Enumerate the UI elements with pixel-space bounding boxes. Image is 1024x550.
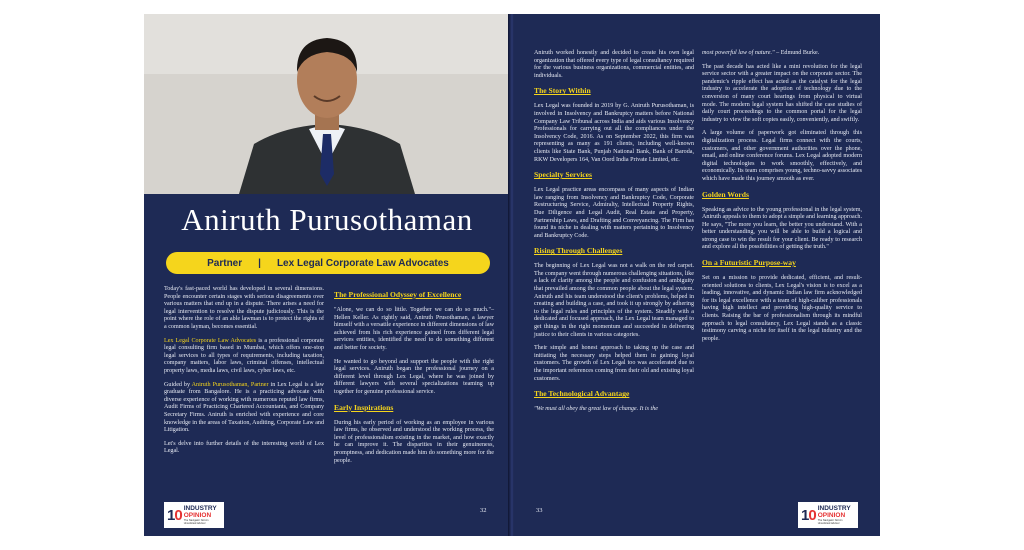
intro-paragraph-3-text: in Lex Legal is a law graduate from Bangalore. He is a practicing advocate with diverse experience of working with numerous reputed law firms, Audit Firms of Practicing Chartered Accountants, and Company Secretary Firms. Aniruth is enriched with experience and core knowledge in the areas of Taxation, Auditing, Corporate Law and Litigation. — [164, 381, 324, 434]
left-page — [144, 14, 510, 536]
rising-paragraph-1: The beginning of Lex Legal was not a walk on the red carpet. The company went through numerous challenging situations, like a lack of clarity among the people and confusion and ambiguity that prevailed among the common people about the legal system. Aniruth and his team understood the client's problems, helped in creating and building a case, and took it up strongly by adhering to the legal rules and principles of the system. Steadily with a dedicated and focused approach, the Lex Legal team managed to get things in the right momentum and succeeded in delivering justice to their clients in various categories. — [534, 263, 694, 338]
intro-paragraph-3 — [164, 382, 324, 435]
right-page — [514, 14, 880, 536]
logo-mark: 10 — [167, 506, 182, 524]
logo-line-2: OPINION — [183, 512, 212, 519]
story-paragraph-1: Lex Legal was founded in 2019 by G. Aniruth Purusothaman, is involved in Insolvency and Bankruptcy matters before National Company Law Tribunal across India and aids various Insolvency Professionals for carrying out all the compliances under the Insolvency Code, 2016. As on September 2022, this firm was representing as many as 191 clients, including well-known clients like State Bank, Punjab National Bank, Bank of Baroda, RKW Developers 164, Van Oord India Private Limited, etc. — [534, 103, 694, 163]
logo-tagline: The Navigator Not An Unsolicited Advisor — [817, 519, 843, 525]
heading-specialty-services: Specialty Services — [534, 170, 592, 180]
quote-text: most powerful law of nature." — [702, 50, 775, 56]
portrait-illustration — [144, 14, 510, 194]
heading-early-inspirations: Early Inspirations — [334, 402, 394, 412]
logo-tagline: The Navigator Not An Unsolicited Advisor — [183, 519, 209, 525]
quote-author: – Edmund Burke. — [774, 50, 820, 56]
early-paragraph-1: During his early period of working as an employee in various law firms, he observed and understood the working process, the level of professionalism existing in the market, and how exactly he can improve it. The disparities in their genuineness, promptness, and dedication made him do something more for the people. — [334, 419, 494, 464]
heading-story-within: The Story Within — [534, 86, 591, 96]
intro-paragraph-3-lead: Guided by — [164, 381, 192, 388]
left-column-1 — [164, 286, 324, 462]
heading-technological-advantage: The Technological Advantage — [534, 389, 630, 399]
intro-paragraph-1: Today's fast-paced world has developed in several dimensions. People encounter certain stages with serious disagreements over various matters that end up in a dispute. There arises a need for legal intervention to resolve the dispute judiciously. This is the point where the role of an able lawman is to protect the rights of a common layman, becomes essential. — [164, 286, 324, 330]
odyssey-paragraph-2: He wanted to go beyond and support the people with the right legal services. Aniruth began the professional journey on a different level through Lex Legal, where he was joined by different lawyers with several specializations teaming up together for genuine professional service. — [334, 358, 494, 395]
page-number-right: 33 — [536, 507, 543, 514]
golden-paragraph-1: Speaking as advice to the young professional in the legal system, Aniruth appeals to them to adopt a simple and learning approach. He says, "The more you learn, the better you understand. With a better understanding, you will be able to build a logical and strong case to win the result for your client. Be ready to research and explore all the possibilities of getting the truth." — [702, 206, 862, 251]
rising-paragraph-2: Their simple and honest approach to taking up the case and initiating the necessary steps helped them in gaining loyal customers. The growth of Lex Legal too was accelerated due to the important references coming from their old and existing loyal customers. — [534, 345, 694, 382]
logo-line-1: INDUSTRY — [817, 505, 851, 512]
tech-paragraph-2: A large volume of paperwork got eliminated through this digitalization process. Legal firms connect with the courts, customers, and other government authorities over the phone, email, and online conference forums. Lex Legal adopted modern digital technologies to work smoothly, effectively, and economically. Its team comprises young, techno-savvy associates which have made this journey smooth as ever. — [702, 130, 862, 182]
heading-rising-challenges: Rising Through Challenges — [534, 246, 623, 256]
industry-opinion-logo-icon — [798, 502, 858, 528]
heading-futuristic-purpose: On a Futuristic Purpose-way — [702, 258, 796, 268]
specialty-paragraph-1: Lex Legal practice areas encompass of many aspects of Indian law ranging from Insolvency and Bankruptcy Code, Corporate Restructuring Service, Admiralty, Intellectual Property Rights, Due Diligence and Legal Audit, Real Estate and Property, Partnership Laws, and Drafting and Conveyancing. The Firm has found its niche in dealing with matters pertaining to Insolvency and Bankruptcy Code. — [534, 187, 694, 239]
future-paragraph-1: Set on a mission to provide dedicated, efficient, and result-oriented solutions to clients, Lex Legal's vision is to excel as a leading, innovative, and dynamic Indian law firm acknowledged for its legal excellence with a team of high-caliber professionals having high intellect and providing high-quality service to clients. Raising the bar of professionalism through its mindful approach to legal consultancy, Lex Legal stands as a classic testimony carving a niche for itself in the legal industry and the people. — [702, 275, 862, 342]
right-column-1 — [534, 50, 694, 420]
page-number-left: 32 — [480, 507, 487, 514]
tech-quote-start: "We must all obey the great law of change. It is the — [534, 406, 658, 413]
person-name: Aniruth Purusothaman — [181, 202, 473, 237]
logo-text — [818, 505, 855, 525]
tech-paragraph-1: The past decade has acted like a mini revolution for the legal service sector with a greater impact on the corporate sector. The pandemic's ripple effect has acted as the catalyst for the legal industry to accelerate the adoption of technology due to the conversion of many court hearings from physical to virtual mode. The modern legal system has shifted the case studies of daily court proceedings to the common portal for the legal industry to view the soft copies easily, conveniently, and swiftly. — [702, 63, 862, 123]
heading-odyssey: The Professional Odyssey of Excellence — [334, 290, 462, 299]
left-column-2 — [334, 286, 494, 471]
intro-highlight-person: Aniruth Purusothaman, Partner — [191, 381, 269, 388]
role-banner — [166, 252, 490, 274]
industry-opinion-logo-icon — [164, 502, 224, 528]
quote-continuation — [702, 50, 862, 58]
right-column-2 — [702, 50, 862, 349]
portrait-photo — [144, 14, 510, 194]
logo-mark: 10 — [801, 506, 816, 524]
company-name: Lex Legal Corporate Law Advocates — [276, 257, 449, 269]
intro-highlight-company: Lex Legal Corporate Law Advocates — [164, 337, 257, 344]
logo-line-1: INDUSTRY — [183, 505, 217, 512]
continued-paragraph: Aniruth worked honestly and decided to create his own legal organization that offered every type of legal consultancy required for the various business organizations, commercial entities, and individuals. — [534, 50, 694, 79]
odyssey-paragraph-1: "Alone, we can do so little. Together we can do so much."– Hellen Keller. As rightly said, Aniruth Prusothaman, a lawyer himself with a versatile experience in different dimensions of law achieved from his rich experience gained from different legal services entities, identified the need to do something different and better for society. — [334, 307, 494, 351]
logo-text — [184, 505, 221, 525]
heading-golden-words: Golden Words — [702, 189, 749, 199]
intro-paragraph-2-text: is a professional corporate legal consulting firm based in Mumbai, which offers one-stop legal services to all types of requirements, including taxation, company matters, labor laws, criminal offenses, intellectual property laws, media laws, civil laws, cyber laws, etc. — [164, 337, 324, 374]
intro-paragraph-4: Let's delve into further details of the interesting world of Lex Legal. — [164, 440, 324, 455]
logo-line-2: OPINION — [817, 512, 846, 519]
role-title: Partner — [207, 257, 243, 269]
intro-paragraph-2 — [164, 338, 324, 376]
role-separator: | — [258, 257, 261, 269]
